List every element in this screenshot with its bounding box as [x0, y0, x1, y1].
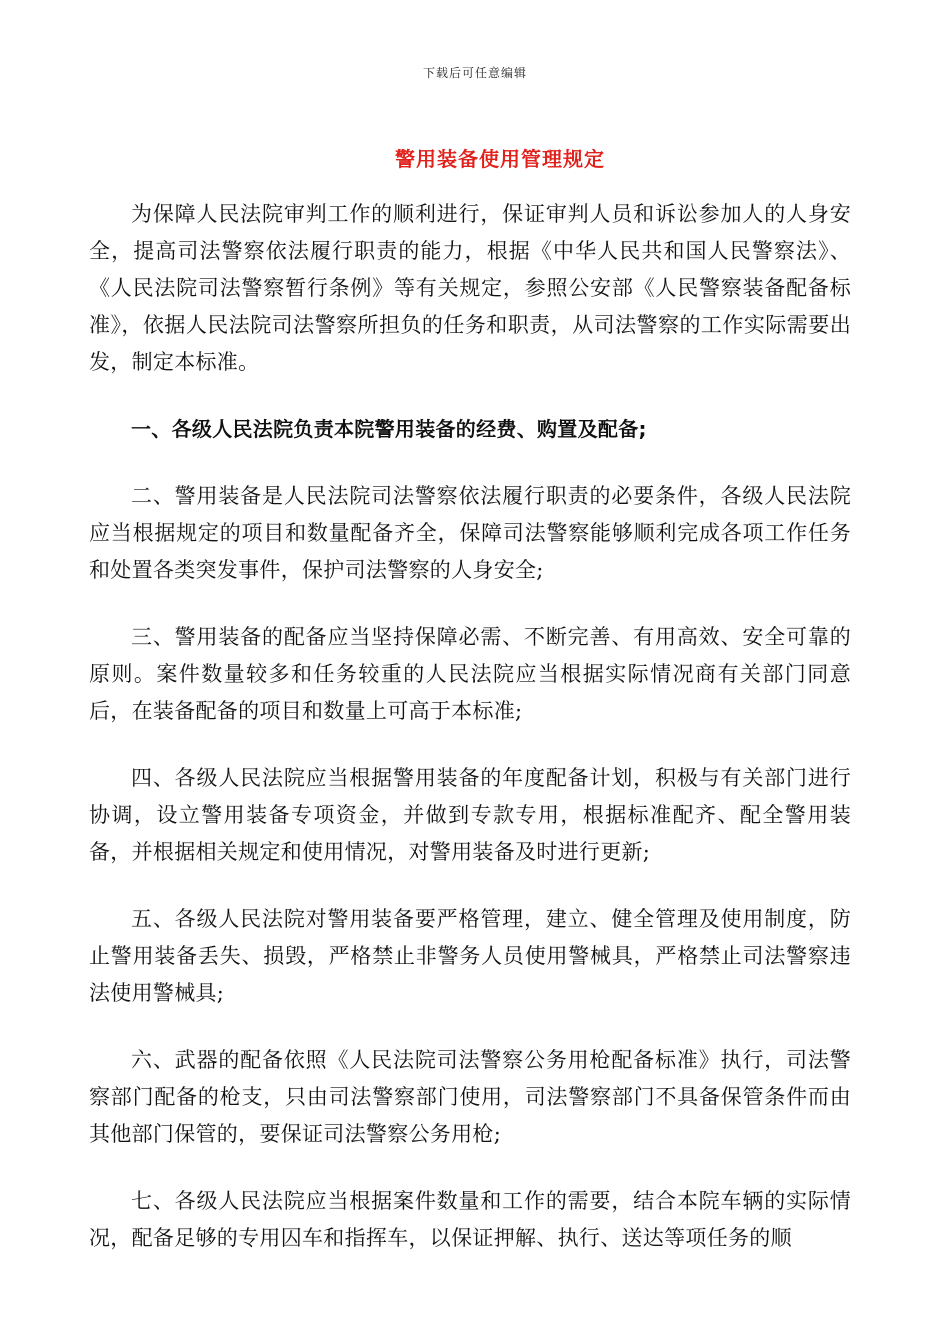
- paragraph-article-7: 七、各级人民法院应当根据案件数量和工作的需要，结合本院车辆的实际情况，配备足够的专用囚车和指挥车，以保证押解、执行、送达等项任务的顺: [89, 1189, 851, 1250]
- paragraph-preamble: 为保障人民法院审判工作的顺利进行，保证审判人员和诉讼参加人的人身安全，提高司法警察依法履行职责的能力，根据《中华人民共和国人民警察法》、《人民法院司法警察暂行条例》等有关规定，参照公安部《人民警察装备配备标准》，依据人民法院司法警察所担负的任务和职责，从司法警察的工作实际需要出发，制定本标准。: [89, 202, 851, 374]
- paragraph-article-3: 三、警用装备的配备应当坚持保障必需、不断完善、有用高效、安全可靠的原则。案件数量较多和任务较重的人民法院应当根据实际情况商有关部门同意后，在装备配备的项目和数量上可高于本标准;: [89, 625, 851, 723]
- paragraph-article-2: 二、警用装备是人民法院司法警察依法履行职责的必要条件，各级人民法院应当根据规定的项目和数量配备齐全，保障司法警察能够顺利完成各项工作任务和处置各类突发事件，保护司法警察的人身安全;: [89, 484, 851, 582]
- paragraph-article-5: 五、各级人民法院对警用装备要严格管理，建立、健全管理及使用制度，防止警用装备丢失、损毁，严格禁止非警务人员使用警械具，严格禁止司法警察违法使用警械具;: [89, 907, 851, 1005]
- paragraph-article-4: 四、各级人民法院应当根据警用装备的年度配备计划，积极与有关部门进行协调，设立警用装备专项资金，并做到专款专用，根据标准配齐、配全警用装备，并根据相关规定和使用情况，对警用装备及时进行更新;: [89, 766, 851, 864]
- document-body: [89, 196, 851, 1287]
- paragraph-article-1: 一、各级人民法院负责本院警用装备的经费、购置及配备;: [131, 417, 647, 441]
- paragraph-article-6: 六、武器的配备依照《人民法院司法警察公务用枪配备标准》执行，司法警察部门配备的枪支，只由司法警察部门使用，司法警察部门不具备保管条件而由其他部门保管的，要保证司法警察公务用枪;: [89, 1048, 851, 1146]
- document-title: 警用装备使用管理规定: [395, 147, 605, 171]
- header-note: 下载后可任意编辑: [422, 66, 527, 80]
